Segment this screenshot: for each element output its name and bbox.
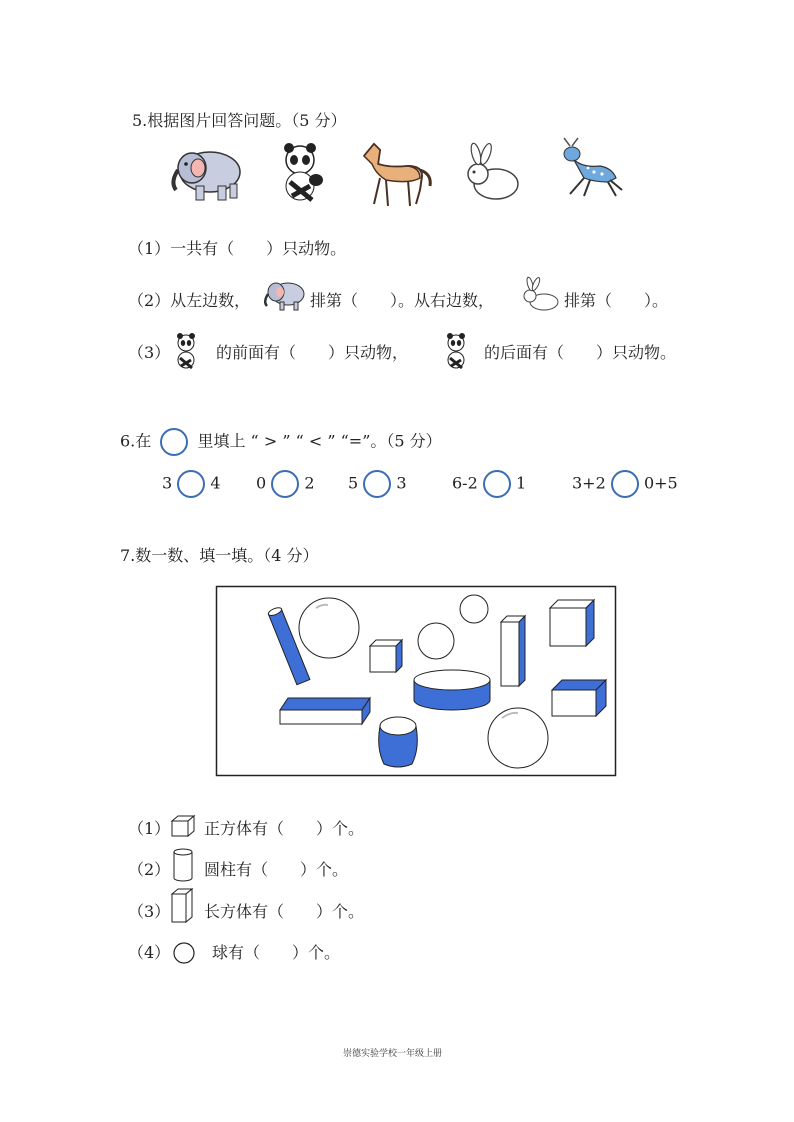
compare-right: 4 — [210, 473, 221, 493]
compare-item — [452, 470, 526, 498]
shapes-figure — [216, 586, 616, 776]
sphere-icon — [488, 708, 548, 768]
q7-text-3: 长方体有（ ）个。 — [204, 902, 365, 921]
q7-num: （3） — [128, 902, 171, 921]
answer-circle[interactable] — [483, 470, 511, 498]
answer-circle[interactable] — [177, 470, 205, 498]
answer-circle-icon — [160, 428, 188, 456]
q7-num: （1） — [128, 819, 171, 838]
q6-title-a: 6.在 — [120, 431, 152, 451]
compare-item — [162, 470, 221, 498]
q5-line-3b: 的前面有（ ）只动物， — [216, 343, 409, 362]
q7-text-2: 圆柱有（ ）个。 — [204, 860, 349, 879]
deer-icon — [564, 138, 622, 196]
compare-right: 0+5 — [643, 473, 678, 493]
elephant-icon — [173, 152, 240, 200]
compare-item — [572, 470, 678, 498]
q7-line-4 — [128, 940, 170, 963]
horse-icon — [364, 144, 430, 206]
sphere-icon — [418, 623, 454, 659]
compare-right: 3 — [396, 473, 407, 493]
cube-icon — [170, 814, 196, 838]
cuboid-icon — [280, 698, 370, 724]
elephant-icon — [260, 280, 308, 312]
answer-circle[interactable] — [363, 470, 391, 498]
rabbit-icon — [468, 142, 518, 199]
q7-text-1: 正方体有（ ）个。 — [204, 819, 365, 838]
q5-line-2a: （2）从左边数， — [128, 291, 251, 310]
q5-line-3c: 的后面有（ ）只动物。 — [484, 343, 677, 362]
cuboid-icon — [170, 888, 196, 924]
compare-item — [348, 470, 407, 498]
page-footer: 崇德实验学校一年级上册 — [343, 1049, 443, 1059]
q7-text-4: 球有（ ）个。 — [212, 943, 341, 962]
q7-line-2 — [128, 857, 170, 880]
q7-line-3 — [128, 899, 170, 922]
cylinder-icon — [414, 670, 490, 710]
compare-item — [256, 470, 315, 498]
compare-left: 5 — [348, 473, 359, 493]
cylinder-icon — [379, 717, 418, 767]
q5-line-1: （1）一共有（ ）只动物。 — [128, 239, 347, 258]
q7-title: 7.数一数、填一填。（4 分） — [120, 546, 319, 565]
cuboid-icon — [501, 616, 525, 686]
cube-icon — [370, 640, 402, 672]
sphere-icon — [172, 940, 196, 966]
q5-line-3a: （3） — [128, 343, 171, 362]
sphere-icon — [460, 595, 488, 623]
rabbit-icon — [518, 278, 560, 312]
q5-line-2c: 排第（ ）。 — [564, 291, 669, 310]
q6-title — [120, 428, 442, 456]
panda-icon — [442, 332, 476, 372]
compare-left: 3+2 — [572, 473, 606, 493]
answer-circle[interactable] — [611, 470, 639, 498]
q7-num: （4） — [128, 943, 171, 962]
compare-left: 6-2 — [452, 473, 478, 493]
panda-icon — [172, 332, 206, 372]
q6-title-b: 里填上 “ > ” “ < ” “=”。（5 分） — [197, 431, 442, 451]
compare-left: 0 — [256, 473, 267, 493]
q5-title: 5.根据图片回答问题。（5 分） — [132, 111, 347, 130]
q7-line-1 — [128, 816, 170, 839]
panda-icon — [284, 143, 323, 200]
cube-icon — [550, 600, 594, 646]
q5-line-2b: 排第（ ）。从右边数， — [310, 291, 495, 310]
compare-left: 3 — [162, 473, 173, 493]
sphere-icon — [299, 598, 359, 658]
animal-row — [160, 138, 630, 213]
q7-num: （2） — [128, 860, 171, 879]
compare-right: 1 — [515, 473, 527, 493]
cylinder-icon — [172, 848, 194, 882]
cuboid-icon — [552, 680, 606, 716]
answer-circle[interactable] — [271, 470, 299, 498]
compare-right: 2 — [304, 473, 315, 493]
